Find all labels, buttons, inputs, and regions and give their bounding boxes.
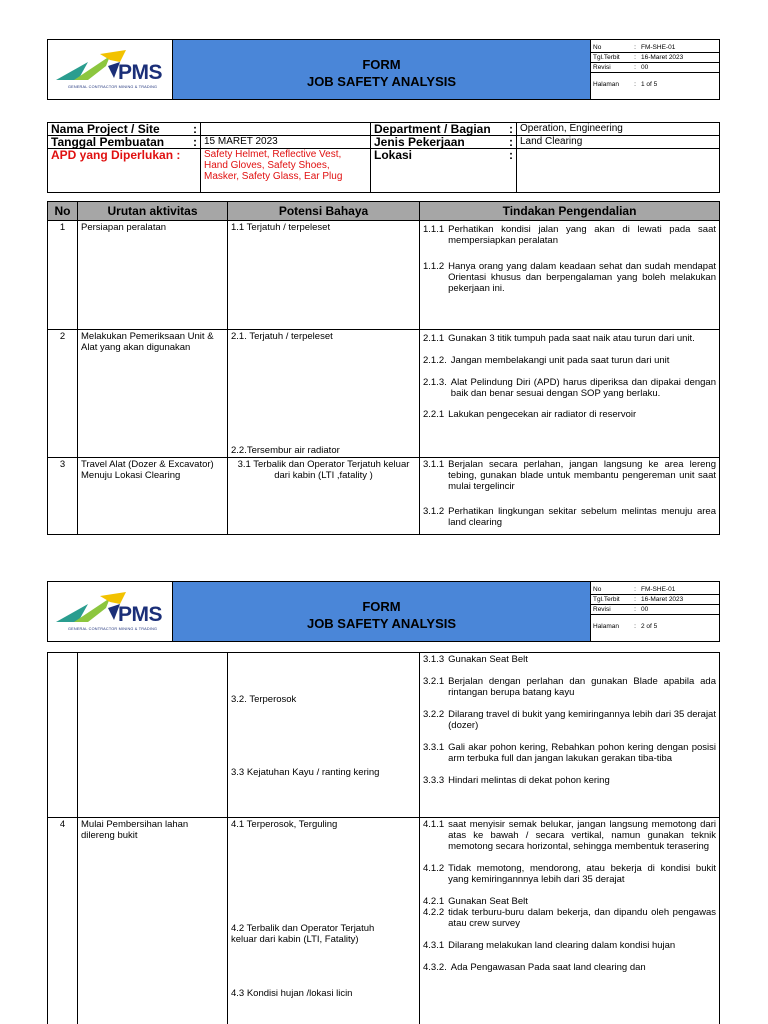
activity-cell: Mulai Pembersihan lahan dilereng bukit bbox=[78, 818, 228, 1024]
meta-key: Revisi bbox=[591, 604, 631, 614]
meta-key: Halaman bbox=[593, 81, 620, 88]
project-info bbox=[47, 122, 720, 193]
table-row bbox=[48, 818, 720, 1024]
department-label: Department / Bagian : bbox=[371, 123, 517, 136]
doc-meta-cell bbox=[591, 40, 720, 100]
activity-cell: Persiapan peralatan bbox=[78, 221, 228, 330]
row-number: 1 bbox=[48, 221, 78, 330]
meta-value: 16-Maret 2023 bbox=[639, 52, 719, 62]
meta-key: Tgl.Terbit bbox=[591, 52, 631, 62]
meta-key: Halaman bbox=[593, 623, 620, 630]
control-item: 3.2.2 Dilarang travel di bukit yang kemiringannya lebih dari 35 derajat (dozer) bbox=[423, 709, 716, 731]
apd-label: APD yang Diperlukan : bbox=[48, 149, 201, 193]
col-header-hazard: Potensi Bahaya bbox=[228, 202, 420, 221]
jsa-table-page1 bbox=[47, 201, 720, 535]
control-item: 3.2.1 Berjalan dengan perlahan dan gunakan Blade apabila ada rintangan berupa batang kayu bbox=[423, 676, 716, 698]
doc-meta: No : FM-SHE-01 Tgl.Terbit : 16-Maret 2023 Revisi : 00 Halaman : 2 of 5 bbox=[591, 585, 719, 639]
hazard-cell bbox=[228, 653, 420, 818]
control-item: 4.2.2 tidak terburu-buru dalam bekerja, dan dipandu oleh pengawas atau crew survey bbox=[423, 907, 716, 929]
doc-meta: No : FM-SHE-01 Tgl.Terbit : 16-Maret 2023 Revisi : 00 Halaman : 1 of 5 bbox=[591, 43, 719, 97]
location-value bbox=[517, 149, 720, 193]
form-title-line1: FORM bbox=[362, 598, 401, 614]
doc-meta-cell bbox=[591, 582, 720, 642]
row-number: 4 bbox=[48, 818, 78, 1024]
logo-tagline: GENERAL CONTRACTOR MINING & TRADING bbox=[68, 627, 158, 631]
hazard-cell bbox=[228, 818, 420, 1024]
job-type-value: Land Clearing bbox=[517, 136, 720, 149]
logo-cell bbox=[48, 40, 173, 100]
table-row bbox=[48, 653, 720, 818]
hazard-item: 3.3 Kejatuhan Kayu / ranting kering bbox=[231, 767, 380, 778]
pms-logo bbox=[48, 582, 173, 641]
form-title-line1: FORM bbox=[362, 56, 401, 72]
apd-value: Safety Helmet, Reflective Vest, Hand Gloves, Safety Shoes, Masker, Safety Glass, Ear Plug bbox=[201, 149, 371, 193]
control-item: 3.3.3 Hindari melintas di dekat pohon kering bbox=[423, 775, 610, 786]
activity-cell: Melakukan Pemeriksaan Unit & Alat yang akan digunakan bbox=[78, 330, 228, 458]
meta-value: 16-Maret 2023 bbox=[639, 594, 719, 604]
control-item: 3.3.1 Gali akar pohon kering, Rebahkan pohon kering dengan posisi arm terbuka full dan jangan lakukan gerakan tiba-tiba bbox=[423, 742, 716, 764]
meta-value: FM-SHE-01 bbox=[639, 585, 719, 595]
control-item: 1.1.2 Hanya orang yang dalam keadaan sehat dan sudah mendapat Orientasi khusus dan berpengalaman yang boleh melakukan pekerjaan ini. bbox=[423, 261, 716, 294]
meta-key: No bbox=[591, 585, 631, 595]
page-number: 2 of 5 bbox=[641, 623, 658, 630]
table-row bbox=[48, 458, 720, 535]
form-title-line2: JOB SAFETY ANALYSIS bbox=[306, 615, 457, 631]
form-title-cell bbox=[173, 40, 591, 100]
control-item: 2.1.2. Jangan membelakangi unit pada saat turun dari unit bbox=[423, 355, 670, 366]
row-number bbox=[48, 653, 78, 818]
control-item: 3.1.1 Berjalan secara perlahan, jangan langsung ke area lereng tebing, gunakan blade untuk membantu pengereman unit saat mulai tergelincir bbox=[423, 459, 716, 492]
page-number: 1 of 5 bbox=[641, 81, 658, 88]
department-value: Operation, Engineering bbox=[517, 123, 720, 136]
control-item: 4.3.1 Dilarang melakukan land clearing dalam kondisi hujan bbox=[423, 940, 676, 951]
control-cell bbox=[420, 818, 720, 1024]
meta-value: 00 bbox=[639, 62, 719, 72]
hazard-item: 2.2.Tersembur air radiator bbox=[231, 445, 340, 456]
control-item: 3.1.3 Gunakan Seat Belt bbox=[423, 654, 528, 665]
date-label: Tanggal Pembuatan : bbox=[48, 136, 201, 149]
hazard-cell: 3.1 Terbalik dan Operator Terjatuh keluar dari kabin (LTI ,fatality ) bbox=[228, 458, 420, 535]
table-row bbox=[48, 221, 720, 330]
hazard-item: 4.2 Terbalik dan Operator Terjatuh keluar dari kabin (LTI, Fatality) bbox=[231, 923, 375, 945]
control-item: 2.1.1 Gunakan 3 titik tumpuh pada saat naik atau turun dari unit. bbox=[423, 333, 695, 344]
col-header-no: No bbox=[48, 202, 78, 221]
logo-tagline: GENERAL CONTRACTOR MINING & TRADING bbox=[68, 85, 158, 89]
form-header bbox=[47, 39, 720, 100]
control-item: 3.1.2 Perhatikan lingkungan sekitar sebelum melintas menuju area land clearing bbox=[423, 506, 716, 528]
control-cell bbox=[420, 221, 720, 330]
hazard-item: 4.3 Kondisi hujan /lokasi licin bbox=[231, 988, 353, 999]
row-number: 2 bbox=[48, 330, 78, 458]
meta-key: No bbox=[591, 43, 631, 53]
control-item: 4.3.2. Ada Pengawasan Pada saat land clearing dan bbox=[423, 962, 646, 973]
date-value: 15 MARET 2023 bbox=[201, 136, 371, 149]
meta-key: Tgl.Terbit bbox=[591, 594, 631, 604]
control-item: 4.1.2 Tidak memotong, mendorong, atau bekerja di kondisi bukit yang kemiringannnya lebih dari 35 derajat bbox=[423, 863, 716, 885]
row-number: 3 bbox=[48, 458, 78, 535]
meta-value: FM-SHE-01 bbox=[639, 43, 719, 53]
control-item: 2.1.3. Alat Pelindung Diri (APD) harus diperiksa dan dipakai dengan baik dan benar sesuai dengan SOP yang berlaku. bbox=[423, 377, 716, 399]
logo-cell bbox=[48, 582, 173, 642]
project-value bbox=[201, 123, 371, 136]
hazard-cell: 1.1 Terjatuh / terpeleset bbox=[228, 221, 420, 330]
project-label: Nama Project / Site : bbox=[48, 123, 201, 136]
meta-value: 00 bbox=[639, 604, 719, 614]
hazard-item: 2.1. Terjatuh / terpeleset bbox=[231, 331, 333, 342]
jsa-table-page2 bbox=[47, 652, 720, 1024]
form-title-line2: JOB SAFETY ANALYSIS bbox=[306, 73, 457, 89]
table-header-row bbox=[48, 202, 720, 221]
table-row bbox=[48, 330, 720, 458]
control-item: 1.1.1 Perhatikan kondisi jalan yang akan di lewati pada saat mempersiapkan peralatan bbox=[423, 224, 716, 246]
control-item: 4.2.1 Gunakan Seat Belt bbox=[423, 896, 528, 907]
pms-logo bbox=[48, 40, 173, 99]
hazard-cell bbox=[228, 330, 420, 458]
col-header-activity: Urutan aktivitas bbox=[78, 202, 228, 221]
hazard-item: 4.1 Terperosok, Terguling bbox=[231, 819, 338, 830]
location-label: Lokasi : bbox=[371, 149, 517, 193]
activity-cell bbox=[78, 653, 228, 818]
control-item: 2.2.1 Lakukan pengecekan air radiator di reservoir bbox=[423, 409, 637, 420]
form-title-cell bbox=[173, 582, 591, 642]
job-type-label: Jenis Pekerjaan : bbox=[371, 136, 517, 149]
col-header-control: Tindakan Pengendalian bbox=[420, 202, 720, 221]
logo-text: PMS bbox=[118, 61, 163, 84]
meta-key: Revisi bbox=[591, 62, 631, 72]
hazard-item: 3.2. Terperosok bbox=[231, 694, 297, 705]
control-cell bbox=[420, 653, 720, 818]
control-cell bbox=[420, 330, 720, 458]
logo-text: PMS bbox=[118, 603, 163, 626]
form-header bbox=[47, 581, 720, 642]
control-item: 4.1.1 saat menyisir semak belukar, jangan langsung memotong dari atas ke bawah / secara vertikal, namun gunakan teknik memotong secara horizontal, sehingga membentuk terasering bbox=[423, 819, 716, 852]
control-cell bbox=[420, 458, 720, 535]
activity-cell: Travel Alat (Dozer & Excavator) Menuju Lokasi Clearing bbox=[78, 458, 228, 535]
